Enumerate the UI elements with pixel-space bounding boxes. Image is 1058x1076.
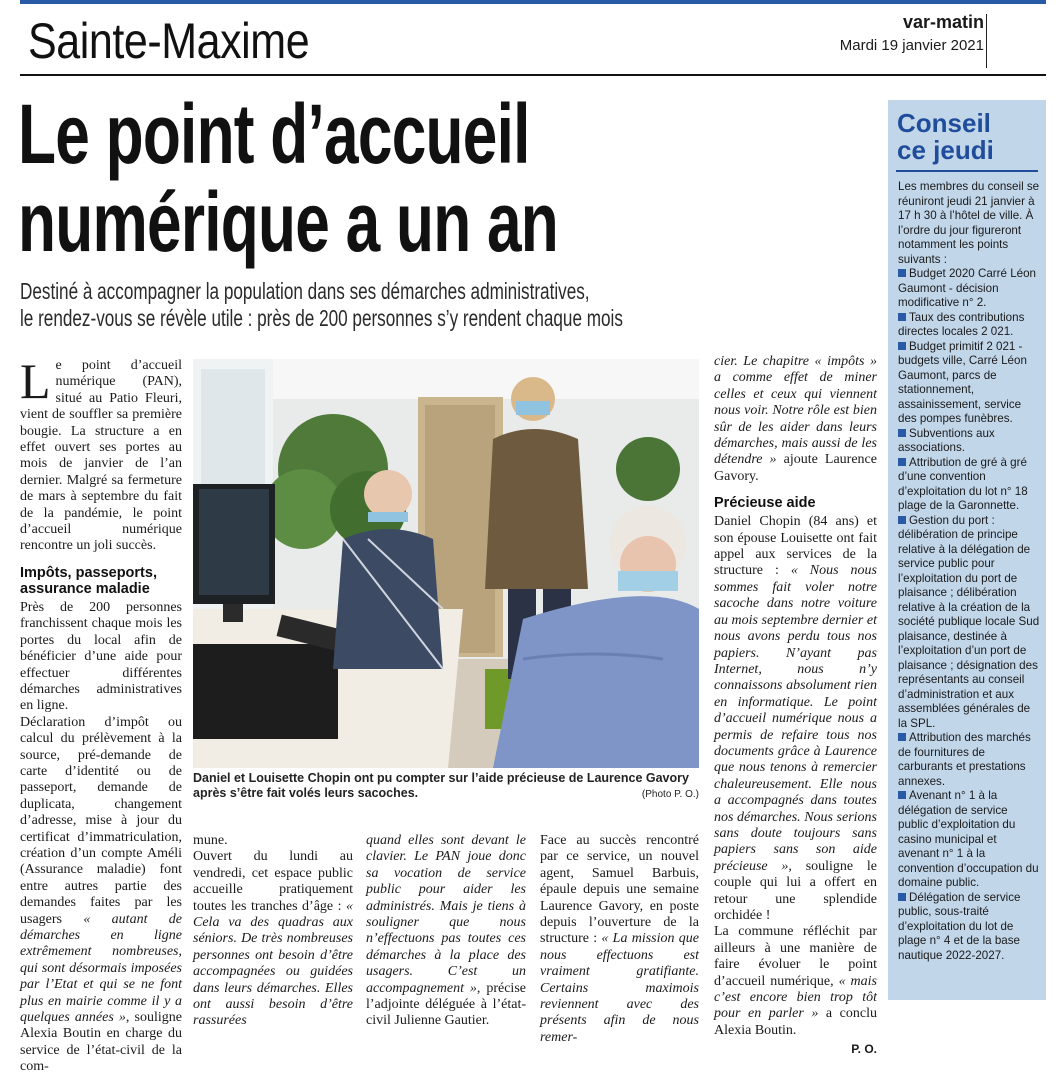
sidebar-box [888, 100, 1046, 1000]
agenda-item: Budget 2020 Carré Léon Gaumont - décision modificative n° 2. [898, 267, 1036, 309]
photo-illustration [193, 359, 699, 768]
newspaper-brand: var-matin [902, 12, 984, 32]
article-lead [20, 278, 862, 332]
square-bullet-icon [898, 458, 906, 466]
square-bullet-icon [898, 733, 906, 741]
masthead [840, 12, 984, 54]
header-rule [20, 74, 1046, 76]
sidebar-body [898, 180, 1040, 963]
top-color-rule [20, 0, 1046, 4]
paragraph: Près de 200 personnes franchissent chaque mois les portes du local afin de bénéficier d’une aide pour effectuer différentes démarches administratives en ligne. [20, 599, 182, 714]
lead-line-2: le rendez-vous se révèle utile : près de 200 personnes s’y rendent chaque mois [20, 305, 623, 331]
subhead-impots: Impôts, passeports, assurance maladie [20, 564, 157, 597]
agenda-item: Subventions aux associations. [898, 426, 995, 454]
masthead-divider [986, 14, 987, 68]
sidebar-title [897, 110, 1046, 164]
paragraph: Daniel Chopin (84 ans) et son épouse Louisette ont fait appel aux services de la structure : « Nous nous sommes fait voler notre sacoche dans notre voiture au mois septembre dernier et nous avons perdu tous nos papiers. N’ayant pas Internet, nous n’y connaissons absolument rien en informatique. Le point d’accueil numérique nous a permis de refaire tous nos documents grâce à Laurence que nous tenons à remercier chaleureusement. Elle nous a accompagnés dans toutes nos démarches. Nous serions sans doute toujours sans papiers sans son aide précieuse », souligne le couple qui lui a offert en retour une splendide orchidée ! [714, 514, 878, 923]
sidebar-intro: Les membres du conseil se réuniront jeudi 21 janvier à 17 h 30 à l’hôtel de ville. À l’ordre du jour figureront notamment les points suivants : [898, 180, 1040, 266]
article-headline [18, 87, 869, 269]
square-bullet-icon [898, 791, 906, 799]
agenda-item: Gestion du port : délibération de principe relative à la délégation de service public pour l’exploitation du port de plaisance ; délibération relative à la création de la société publique locale Sud plaisance, destinée à l’exploitation d’un port de plaisance ; désignation des représentants au conseil d’administration et aux assemblées générales de la SPL. [898, 513, 1040, 730]
paragraph: Déclaration d’impôt ou calcul du prélèvement à la source, pré-demande de carte d’identité ou de passeport, demande de duplicata, changement d’adresse, mise à jour du certificat d’immatriculation, création d’un compte Améli (Assurance maladie) font entre autres partie des demandes faites par les usagers « autant de démarches en ligne extrêmement nombreuses, qui sont désormais imposées par l’Etat et qui se ne font plus en mairie comme il y a quelques années », souligne Alexia Boutin en charge du service de l’état-civil de la com- [20, 714, 183, 1075]
agenda-item: Avenant n° 1 à la délégation de service public d’exploitation du casino municipal et avenant n° 1 à la convention d’occupation du domaine public. [898, 789, 1039, 889]
article-column-4 [540, 833, 699, 1046]
agenda-item: Attribution des marchés de fournitures de carburants et prestations annexes. [898, 731, 1031, 788]
paragraph: Face au succès rencontré par ce service, un nouvel agent, Samuel Barbuis, épaule depuis une semaine Laurence Gavory, en poste depuis l’ouverture de la structure : « La mission que nous effectuons est vraiment gratifiante. Certains maximois reviennent avec des présents afin de nous remer- [540, 833, 699, 1045]
agenda-item: Taux des contributions directes locales 2 021. [898, 310, 1025, 338]
article-column-2 [193, 833, 353, 1030]
agenda-item: Budget primitif 2 021 - budgets ville, Carré Léon Gaumont, parcs de stationnement, assainissement, service des pompes funèbres. [898, 339, 1027, 425]
dropcap: L [20, 353, 51, 409]
paragraph: mune. [193, 833, 228, 848]
caption-text: Daniel et Louisette Chopin ont pu compter sur l’aide précieuse de Laurence Gavory après s’être fait volés leurs sacoches. [193, 771, 689, 800]
subhead-precieuse-aide: Précieuse aide [714, 495, 816, 512]
issue-date: Mardi 19 janvier 2021 [839, 37, 984, 54]
paragraph: quand elles sont devant le clavier. Le PAN joue donc sa vocation de service public pour aider les administrés. Mais je tiens à souligner que nous n’effectuons pas toutes ces démarches à la place des usagers. C’est un accompagnement », précise l’adjointe déléguée à l’état-civil Julienne Gautier. [366, 833, 526, 1029]
article-column-5 [714, 354, 877, 1058]
section-title: Sainte-Maxime [28, 13, 310, 69]
article-column-3 [366, 833, 526, 1030]
photo-caption [193, 771, 699, 802]
paragraph: La commune réfléchit par ailleurs à une manière de faire évoluer le point d’accueil numérique, « mais c’est encore bien trop tôt pour en parler » a conclu Alexia Boutin. [714, 924, 878, 1038]
square-bullet-icon [898, 429, 906, 437]
paragraph: cier. Le chapitre « impôts » a comme effet de miner celles et ceux qui viennent nous voir. Notre rôle est bien sûr de les aider dans leurs démarches, mais aussi de les détendre » ajoute Laurence Gavory. [714, 354, 877, 484]
square-bullet-icon [898, 313, 906, 321]
sidebar-title-line-1: Conseil [897, 108, 991, 138]
square-bullet-icon [898, 893, 906, 901]
author-signature: P. O. [851, 1042, 877, 1057]
paragraph: Ouvert du lundi au vendredi, cet espace public accueille pratiquement toutes les tranches d’âge : « Cela va des quadras aux séniors. De très nombreuses personnes ont besoin d’être accompagnées ou guidées dans leurs démarches. Elles ont aussi besoin d’être rassurées [193, 849, 353, 1029]
article-column-1 [20, 353, 183, 1076]
headline-line-2: numérique a un an [18, 175, 559, 269]
square-bullet-icon [898, 269, 906, 277]
article-photo [193, 359, 699, 768]
sidebar-rule [896, 170, 1038, 172]
agenda-item: Délégation de service public, sous-traité d’exploitation du lot de plage n° 4 et de la base nautique 2022-2027. [898, 890, 1021, 962]
agenda-item: Attribution de gré à gré d’une convention d’exploitation du lot n° 18 plage de la Garonnette. [898, 455, 1028, 512]
headline-line-1: Le point d’accueil [18, 87, 530, 181]
square-bullet-icon [898, 342, 906, 350]
paragraph: Le point d’accueil numérique (PAN), situé au Patio Fleuri, vient de souffler sa première bougie. La structure a en effet ouvert ses portes au mois de janvier de l’an dernier. Malgré sa fermeture de mars à septembre du fait de la pandémie, le point d’accueil numérique rencontre un joli succès. [20, 353, 182, 554]
photo-credit: (Photo P. O.) [641, 789, 699, 800]
square-bullet-icon [898, 516, 906, 524]
sidebar-title-line-2: ce jeudi [897, 135, 994, 165]
lead-line-1: Destiné à accompagner la population dans ses démarches administratives, [20, 278, 590, 304]
